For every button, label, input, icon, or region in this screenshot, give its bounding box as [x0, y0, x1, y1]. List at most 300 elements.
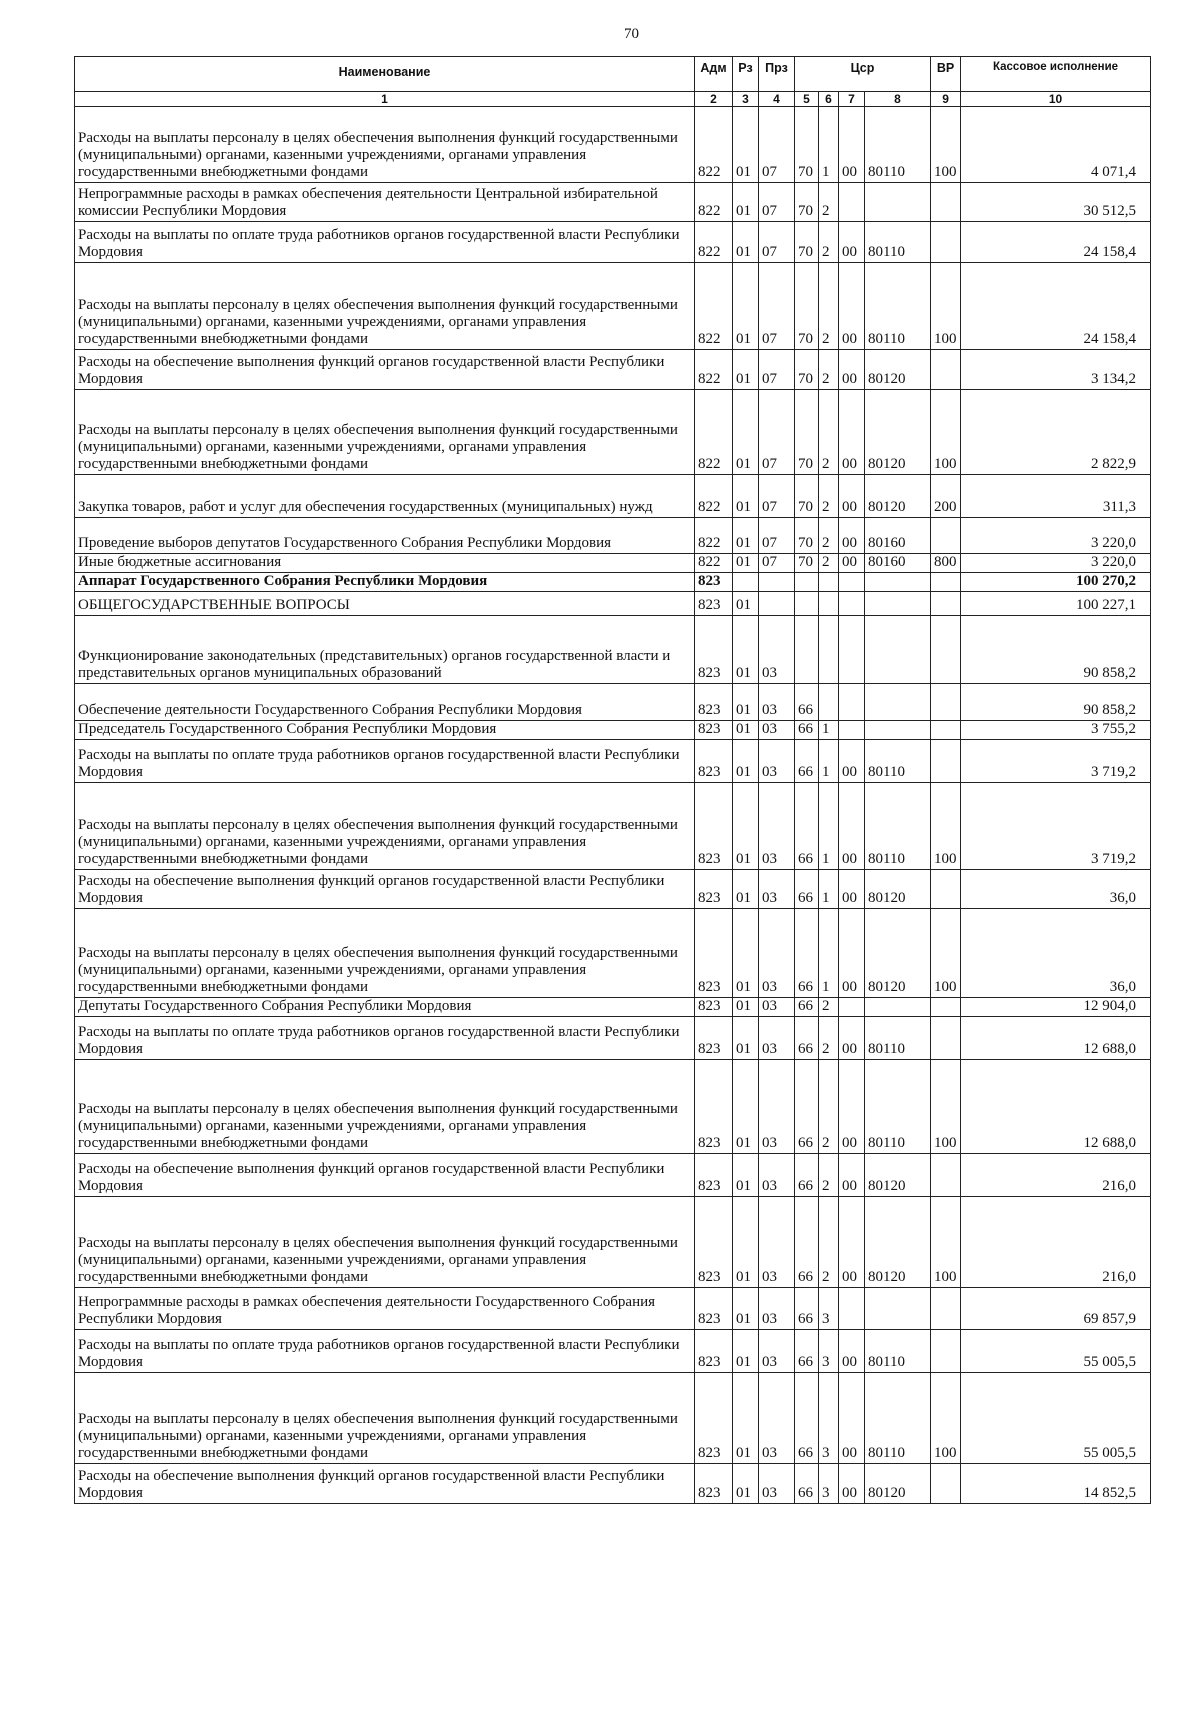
- row-name: Непрограммные расходы в рамках обеспечения деятельности Государственного Собрания Республики Мордовия: [75, 1288, 695, 1330]
- row-csr-7: [839, 616, 865, 684]
- table-row: [75, 475, 1151, 518]
- table-row: [75, 1060, 1151, 1154]
- row-vr: [931, 183, 961, 222]
- table-row: [75, 1373, 1151, 1464]
- row-rz: 01: [733, 1330, 759, 1373]
- row-vr: [931, 518, 961, 554]
- row-prz: 03: [759, 1060, 795, 1154]
- row-csr-6: 2: [819, 554, 839, 573]
- row-vr: [931, 684, 961, 721]
- row-csr-7: [839, 721, 865, 740]
- row-csr-7: 00: [839, 475, 865, 518]
- row-csr-7: [839, 998, 865, 1017]
- row-csr-5: 66: [795, 1154, 819, 1197]
- row-amount: 3 755,2: [961, 721, 1151, 740]
- row-csr-6: 2: [819, 998, 839, 1017]
- row-name: Иные бюджетные ассигнования: [75, 554, 695, 573]
- row-rz: 01: [733, 554, 759, 573]
- row-csr-6: [819, 684, 839, 721]
- row-csr-5: 66: [795, 684, 819, 721]
- row-csr-7: 00: [839, 1373, 865, 1464]
- column-number: 9: [931, 92, 961, 107]
- table-row: [75, 1330, 1151, 1373]
- row-csr-7: 00: [839, 390, 865, 475]
- row-csr-7: 00: [839, 1060, 865, 1154]
- row-csr-6: 2: [819, 183, 839, 222]
- row-prz: 03: [759, 870, 795, 909]
- row-csr-7: 00: [839, 740, 865, 783]
- row-name: Расходы на выплаты по оплате труда работников органов государственной власти Республики Мордовия: [75, 740, 695, 783]
- row-csr-8: [865, 573, 931, 592]
- table-row: [75, 592, 1151, 616]
- row-csr-6: 1: [819, 740, 839, 783]
- row-adm: 823: [695, 573, 733, 592]
- table-row: [75, 350, 1151, 390]
- row-amount: 36,0: [961, 909, 1151, 998]
- table-row: [75, 183, 1151, 222]
- row-vr: [931, 1330, 961, 1373]
- row-csr-8: 80120: [865, 1154, 931, 1197]
- row-prz: 07: [759, 554, 795, 573]
- header-prz: Прз: [759, 57, 795, 92]
- row-adm: 823: [695, 1464, 733, 1504]
- row-csr-7: 00: [839, 909, 865, 998]
- row-csr-8: [865, 1288, 931, 1330]
- column-number: 3: [733, 92, 759, 107]
- row-csr-5: 70: [795, 518, 819, 554]
- row-vr: 100: [931, 1197, 961, 1288]
- row-prz: 07: [759, 107, 795, 183]
- row-amount: 90 858,2: [961, 684, 1151, 721]
- row-adm: 823: [695, 1060, 733, 1154]
- row-rz: 01: [733, 263, 759, 350]
- budget-table: [74, 56, 1151, 1504]
- row-vr: 100: [931, 107, 961, 183]
- table-row: [75, 1197, 1151, 1288]
- row-rz: 01: [733, 909, 759, 998]
- header-adm: Адм: [695, 57, 733, 92]
- row-csr-8: 80120: [865, 1464, 931, 1504]
- row-adm: 823: [695, 740, 733, 783]
- row-vr: 800: [931, 554, 961, 573]
- row-csr-6: [819, 592, 839, 616]
- row-csr-8: 80120: [865, 350, 931, 390]
- row-rz: 01: [733, 616, 759, 684]
- row-name: Расходы на обеспечение выполнения функций органов государственной власти Республики Мордовия: [75, 350, 695, 390]
- row-vr: [931, 1464, 961, 1504]
- row-amount: 311,3: [961, 475, 1151, 518]
- row-prz: 03: [759, 1154, 795, 1197]
- row-rz: 01: [733, 1060, 759, 1154]
- row-adm: 822: [695, 390, 733, 475]
- row-adm: 823: [695, 721, 733, 740]
- row-csr-7: 00: [839, 1464, 865, 1504]
- header-rz: Рз: [733, 57, 759, 92]
- column-number: 6: [819, 92, 839, 107]
- row-csr-8: [865, 183, 931, 222]
- row-csr-6: 1: [819, 909, 839, 998]
- row-csr-8: 80120: [865, 870, 931, 909]
- row-csr-5: 70: [795, 107, 819, 183]
- row-name: Расходы на выплаты персоналу в целях обеспечения выполнения функций государственными (муниципальными) органами, казенными учреждениями, органами управления государственными внебюджетными фондами: [75, 390, 695, 475]
- row-amount: 55 005,5: [961, 1373, 1151, 1464]
- row-vr: 100: [931, 1373, 961, 1464]
- row-vr: 100: [931, 783, 961, 870]
- row-name: Председатель Государственного Собрания Республики Мордовия: [75, 721, 695, 740]
- row-amount: 12 688,0: [961, 1060, 1151, 1154]
- row-csr-6: 1: [819, 783, 839, 870]
- row-vr: [931, 350, 961, 390]
- row-adm: 822: [695, 263, 733, 350]
- row-csr-5: 70: [795, 475, 819, 518]
- table-row: [75, 573, 1151, 592]
- row-csr-8: [865, 592, 931, 616]
- row-amount: 100 270,2: [961, 573, 1151, 592]
- row-adm: 823: [695, 909, 733, 998]
- row-name: Проведение выборов депутатов Государственного Собрания Республики Мордовия: [75, 518, 695, 554]
- row-vr: 100: [931, 1060, 961, 1154]
- row-prz: 03: [759, 1288, 795, 1330]
- row-name: Расходы на выплаты по оплате труда работников органов государственной власти Республики Мордовия: [75, 222, 695, 263]
- row-csr-5: 70: [795, 183, 819, 222]
- row-amount: 3 220,0: [961, 518, 1151, 554]
- row-rz: 01: [733, 390, 759, 475]
- row-csr-6: 2: [819, 475, 839, 518]
- row-prz: 07: [759, 518, 795, 554]
- row-csr-5: 66: [795, 1288, 819, 1330]
- row-csr-7: 00: [839, 1017, 865, 1060]
- row-adm: 823: [695, 1288, 733, 1330]
- row-csr-5: 66: [795, 721, 819, 740]
- row-csr-6: 2: [819, 1197, 839, 1288]
- row-csr-7: 00: [839, 350, 865, 390]
- row-name: Обеспечение деятельности Государственного Собрания Республики Мордовия: [75, 684, 695, 721]
- row-rz: 01: [733, 350, 759, 390]
- row-prz: 03: [759, 1330, 795, 1373]
- row-csr-5: 70: [795, 554, 819, 573]
- row-csr-5: 70: [795, 390, 819, 475]
- row-rz: 01: [733, 183, 759, 222]
- row-csr-5: 66: [795, 1017, 819, 1060]
- row-name: Расходы на обеспечение выполнения функций органов государственной власти Республики Мордовия: [75, 1154, 695, 1197]
- row-csr-7: 00: [839, 1330, 865, 1373]
- row-prz: 07: [759, 390, 795, 475]
- row-name: Непрограммные расходы в рамках обеспечения деятельности Центральной избирательной комиссии Республики Мордовия: [75, 183, 695, 222]
- row-csr-6: 2: [819, 263, 839, 350]
- row-amount: 30 512,5: [961, 183, 1151, 222]
- row-amount: 3 719,2: [961, 740, 1151, 783]
- row-vr: [931, 721, 961, 740]
- row-name: Депутаты Государственного Собрания Республики Мордовия: [75, 998, 695, 1017]
- row-csr-7: [839, 573, 865, 592]
- row-name: Расходы на выплаты персоналу в целях обеспечения выполнения функций государственными (муниципальными) органами, казенными учреждениями, органами управления государственными внебюджетными фондами: [75, 107, 695, 183]
- row-vr: 200: [931, 475, 961, 518]
- row-csr-7: 00: [839, 1154, 865, 1197]
- row-name: Расходы на выплаты персоналу в целях обеспечения выполнения функций государственными (муниципальными) органами, казенными учреждениями, органами управления государственными внебюджетными фондами: [75, 783, 695, 870]
- row-csr-5: 70: [795, 350, 819, 390]
- row-csr-7: 00: [839, 107, 865, 183]
- row-csr-8: 80110: [865, 222, 931, 263]
- row-csr-8: [865, 616, 931, 684]
- row-csr-5: 70: [795, 263, 819, 350]
- row-csr-8: 80120: [865, 909, 931, 998]
- row-vr: [931, 998, 961, 1017]
- table-body: [75, 107, 1151, 1504]
- table-row: [75, 909, 1151, 998]
- row-adm: 823: [695, 870, 733, 909]
- row-rz: 01: [733, 870, 759, 909]
- row-csr-8: 80110: [865, 1060, 931, 1154]
- row-csr-5: 66: [795, 1060, 819, 1154]
- row-name: Закупка товаров, работ и услуг для обеспечения государственных (муниципальных) нужд: [75, 475, 695, 518]
- row-amount: 36,0: [961, 870, 1151, 909]
- row-csr-8: [865, 721, 931, 740]
- row-rz: 01: [733, 783, 759, 870]
- row-amount: 12 688,0: [961, 1017, 1151, 1060]
- row-amount: 24 158,4: [961, 222, 1151, 263]
- row-adm: 822: [695, 350, 733, 390]
- row-csr-7: 00: [839, 783, 865, 870]
- row-name: Расходы на обеспечение выполнения функций органов государственной власти Республики Мордовия: [75, 1464, 695, 1504]
- row-vr: 100: [931, 909, 961, 998]
- column-number: 8: [865, 92, 931, 107]
- column-number: 10: [961, 92, 1151, 107]
- row-csr-5: 66: [795, 1373, 819, 1464]
- row-rz: 01: [733, 1464, 759, 1504]
- row-name: Расходы на выплаты персоналу в целях обеспечения выполнения функций государственными (муниципальными) органами, казенными учреждениями, органами управления государственными внебюджетными фондами: [75, 1060, 695, 1154]
- row-csr-7: [839, 684, 865, 721]
- row-name: Аппарат Государственного Собрания Республики Мордовия: [75, 573, 695, 592]
- table-row: [75, 616, 1151, 684]
- row-rz: 01: [733, 1373, 759, 1464]
- row-vr: [931, 222, 961, 263]
- row-amount: 3 719,2: [961, 783, 1151, 870]
- row-amount: 216,0: [961, 1197, 1151, 1288]
- row-amount: 3 134,2: [961, 350, 1151, 390]
- row-adm: 822: [695, 107, 733, 183]
- row-rz: 01: [733, 1288, 759, 1330]
- row-csr-6: 2: [819, 222, 839, 263]
- row-csr-6: [819, 573, 839, 592]
- row-adm: 823: [695, 616, 733, 684]
- row-amount: 90 858,2: [961, 616, 1151, 684]
- row-csr-8: 80110: [865, 1373, 931, 1464]
- row-rz: 01: [733, 721, 759, 740]
- row-csr-6: 2: [819, 390, 839, 475]
- row-csr-7: [839, 1288, 865, 1330]
- column-number: 2: [695, 92, 733, 107]
- row-amount: 14 852,5: [961, 1464, 1151, 1504]
- row-rz: 01: [733, 684, 759, 721]
- row-csr-7: 00: [839, 518, 865, 554]
- row-csr-5: [795, 592, 819, 616]
- row-adm: 823: [695, 592, 733, 616]
- row-csr-8: 80160: [865, 518, 931, 554]
- row-adm: 822: [695, 183, 733, 222]
- row-csr-7: 00: [839, 554, 865, 573]
- table-row: [75, 783, 1151, 870]
- table-row: [75, 1464, 1151, 1504]
- row-csr-6: 3: [819, 1464, 839, 1504]
- row-prz: 03: [759, 721, 795, 740]
- column-number: 5: [795, 92, 819, 107]
- row-csr-8: 80110: [865, 1330, 931, 1373]
- row-name: Расходы на выплаты персоналу в целях обеспечения выполнения функций государственными (муниципальными) органами, казенными учреждениями, органами управления государственными внебюджетными фондами: [75, 263, 695, 350]
- header-csr: Цср: [795, 57, 931, 92]
- row-prz: 03: [759, 684, 795, 721]
- row-csr-5: 66: [795, 998, 819, 1017]
- row-name: Расходы на выплаты персоналу в целях обеспечения выполнения функций государственными (муниципальными) органами, казенными учреждениями, органами управления государственными внебюджетными фондами: [75, 1373, 695, 1464]
- row-csr-6: 2: [819, 518, 839, 554]
- row-csr-8: 80160: [865, 554, 931, 573]
- table-row: [75, 222, 1151, 263]
- row-csr-5: 66: [795, 909, 819, 998]
- row-rz: 01: [733, 1154, 759, 1197]
- row-vr: [931, 616, 961, 684]
- row-csr-7: 00: [839, 870, 865, 909]
- row-prz: [759, 573, 795, 592]
- row-csr-6: 3: [819, 1373, 839, 1464]
- row-csr-5: 66: [795, 1197, 819, 1288]
- row-vr: 100: [931, 390, 961, 475]
- row-name: Расходы на обеспечение выполнения функций органов государственной власти Республики Мордовия: [75, 870, 695, 909]
- row-csr-7: [839, 183, 865, 222]
- row-adm: 822: [695, 475, 733, 518]
- row-name: Расходы на выплаты персоналу в целях обеспечения выполнения функций государственными (муниципальными) органами, казенными учреждениями, органами управления государственными внебюджетными фондами: [75, 1197, 695, 1288]
- row-rz: 01: [733, 107, 759, 183]
- row-vr: 100: [931, 263, 961, 350]
- row-rz: 01: [733, 475, 759, 518]
- row-amount: 69 857,9: [961, 1288, 1151, 1330]
- row-adm: 823: [695, 783, 733, 870]
- table-row: [75, 870, 1151, 909]
- row-rz: 01: [733, 1017, 759, 1060]
- page-number: 70: [624, 26, 639, 42]
- header-vr: ВР: [931, 57, 961, 92]
- column-number: 1: [75, 92, 695, 107]
- row-csr-7: 00: [839, 1197, 865, 1288]
- row-vr: [931, 1017, 961, 1060]
- row-prz: [759, 592, 795, 616]
- row-csr-7: 00: [839, 263, 865, 350]
- row-prz: 03: [759, 1373, 795, 1464]
- row-csr-5: 70: [795, 222, 819, 263]
- row-amount: 3 220,0: [961, 554, 1151, 573]
- table-row: [75, 684, 1151, 721]
- table-row: [75, 107, 1151, 183]
- row-amount: 216,0: [961, 1154, 1151, 1197]
- header-name: Наименование: [75, 57, 695, 92]
- row-csr-6: 2: [819, 1060, 839, 1154]
- row-csr-8: 80110: [865, 1017, 931, 1060]
- row-vr: [931, 740, 961, 783]
- row-vr: [931, 870, 961, 909]
- row-adm: 823: [695, 1017, 733, 1060]
- row-name: Функционирование законодательных (представительных) органов государственной власти и представительных органов муниципальных образований: [75, 616, 695, 684]
- table-row: [75, 263, 1151, 350]
- row-csr-6: 1: [819, 721, 839, 740]
- row-rz: 01: [733, 740, 759, 783]
- row-rz: 01: [733, 1197, 759, 1288]
- row-prz: 07: [759, 183, 795, 222]
- row-name: Расходы на выплаты по оплате труда работников органов государственной власти Республики Мордовия: [75, 1330, 695, 1373]
- table-row: [75, 1288, 1151, 1330]
- header-cash: Кассовое исполнение: [961, 57, 1151, 92]
- row-rz: 01: [733, 222, 759, 263]
- row-name: Расходы на выплаты персоналу в целях обеспечения выполнения функций государственными (муниципальными) органами, казенными учреждениями, органами управления государственными внебюджетными фондами: [75, 909, 695, 998]
- row-adm: 822: [695, 222, 733, 263]
- row-adm: 822: [695, 554, 733, 573]
- row-adm: 823: [695, 1330, 733, 1373]
- row-csr-5: 66: [795, 870, 819, 909]
- column-number-row: [75, 92, 1151, 107]
- table-row: [75, 721, 1151, 740]
- row-csr-5: 66: [795, 783, 819, 870]
- row-prz: 03: [759, 1017, 795, 1060]
- column-number: 4: [759, 92, 795, 107]
- row-csr-5: 66: [795, 740, 819, 783]
- row-csr-8: 80110: [865, 740, 931, 783]
- row-csr-6: 1: [819, 870, 839, 909]
- row-prz: 03: [759, 909, 795, 998]
- row-rz: [733, 573, 759, 592]
- row-adm: 823: [695, 1154, 733, 1197]
- row-rz: 01: [733, 998, 759, 1017]
- row-csr-8: [865, 684, 931, 721]
- row-amount: 2 822,9: [961, 390, 1151, 475]
- row-csr-6: 2: [819, 1154, 839, 1197]
- row-adm: 823: [695, 998, 733, 1017]
- row-csr-8: 80120: [865, 390, 931, 475]
- row-csr-7: 00: [839, 222, 865, 263]
- column-number: 7: [839, 92, 865, 107]
- row-amount: 12 904,0: [961, 998, 1151, 1017]
- row-prz: 07: [759, 350, 795, 390]
- row-adm: 823: [695, 1197, 733, 1288]
- row-prz: 03: [759, 1464, 795, 1504]
- row-csr-5: 66: [795, 1464, 819, 1504]
- row-rz: 01: [733, 592, 759, 616]
- table-row: [75, 554, 1151, 573]
- row-csr-8: 80110: [865, 263, 931, 350]
- row-adm: 823: [695, 684, 733, 721]
- row-csr-6: 2: [819, 1017, 839, 1060]
- row-name: ОБЩЕГОСУДАРСТВЕННЫЕ ВОПРОСЫ: [75, 592, 695, 616]
- row-adm: 823: [695, 1373, 733, 1464]
- row-csr-5: 66: [795, 1330, 819, 1373]
- table-row: [75, 1017, 1151, 1060]
- row-adm: 822: [695, 518, 733, 554]
- table-row: [75, 390, 1151, 475]
- row-prz: 03: [759, 1197, 795, 1288]
- row-csr-7: [839, 592, 865, 616]
- row-vr: [931, 592, 961, 616]
- row-csr-6: 1: [819, 107, 839, 183]
- row-csr-6: 3: [819, 1288, 839, 1330]
- row-prz: 07: [759, 475, 795, 518]
- row-vr: [931, 573, 961, 592]
- row-prz: 03: [759, 998, 795, 1017]
- row-csr-5: [795, 616, 819, 684]
- row-csr-8: [865, 998, 931, 1017]
- row-amount: 55 005,5: [961, 1330, 1151, 1373]
- row-csr-6: 3: [819, 1330, 839, 1373]
- row-csr-8: 80110: [865, 783, 931, 870]
- table-row: [75, 1154, 1151, 1197]
- table-row: [75, 518, 1151, 554]
- row-csr-5: [795, 573, 819, 592]
- row-prz: 07: [759, 222, 795, 263]
